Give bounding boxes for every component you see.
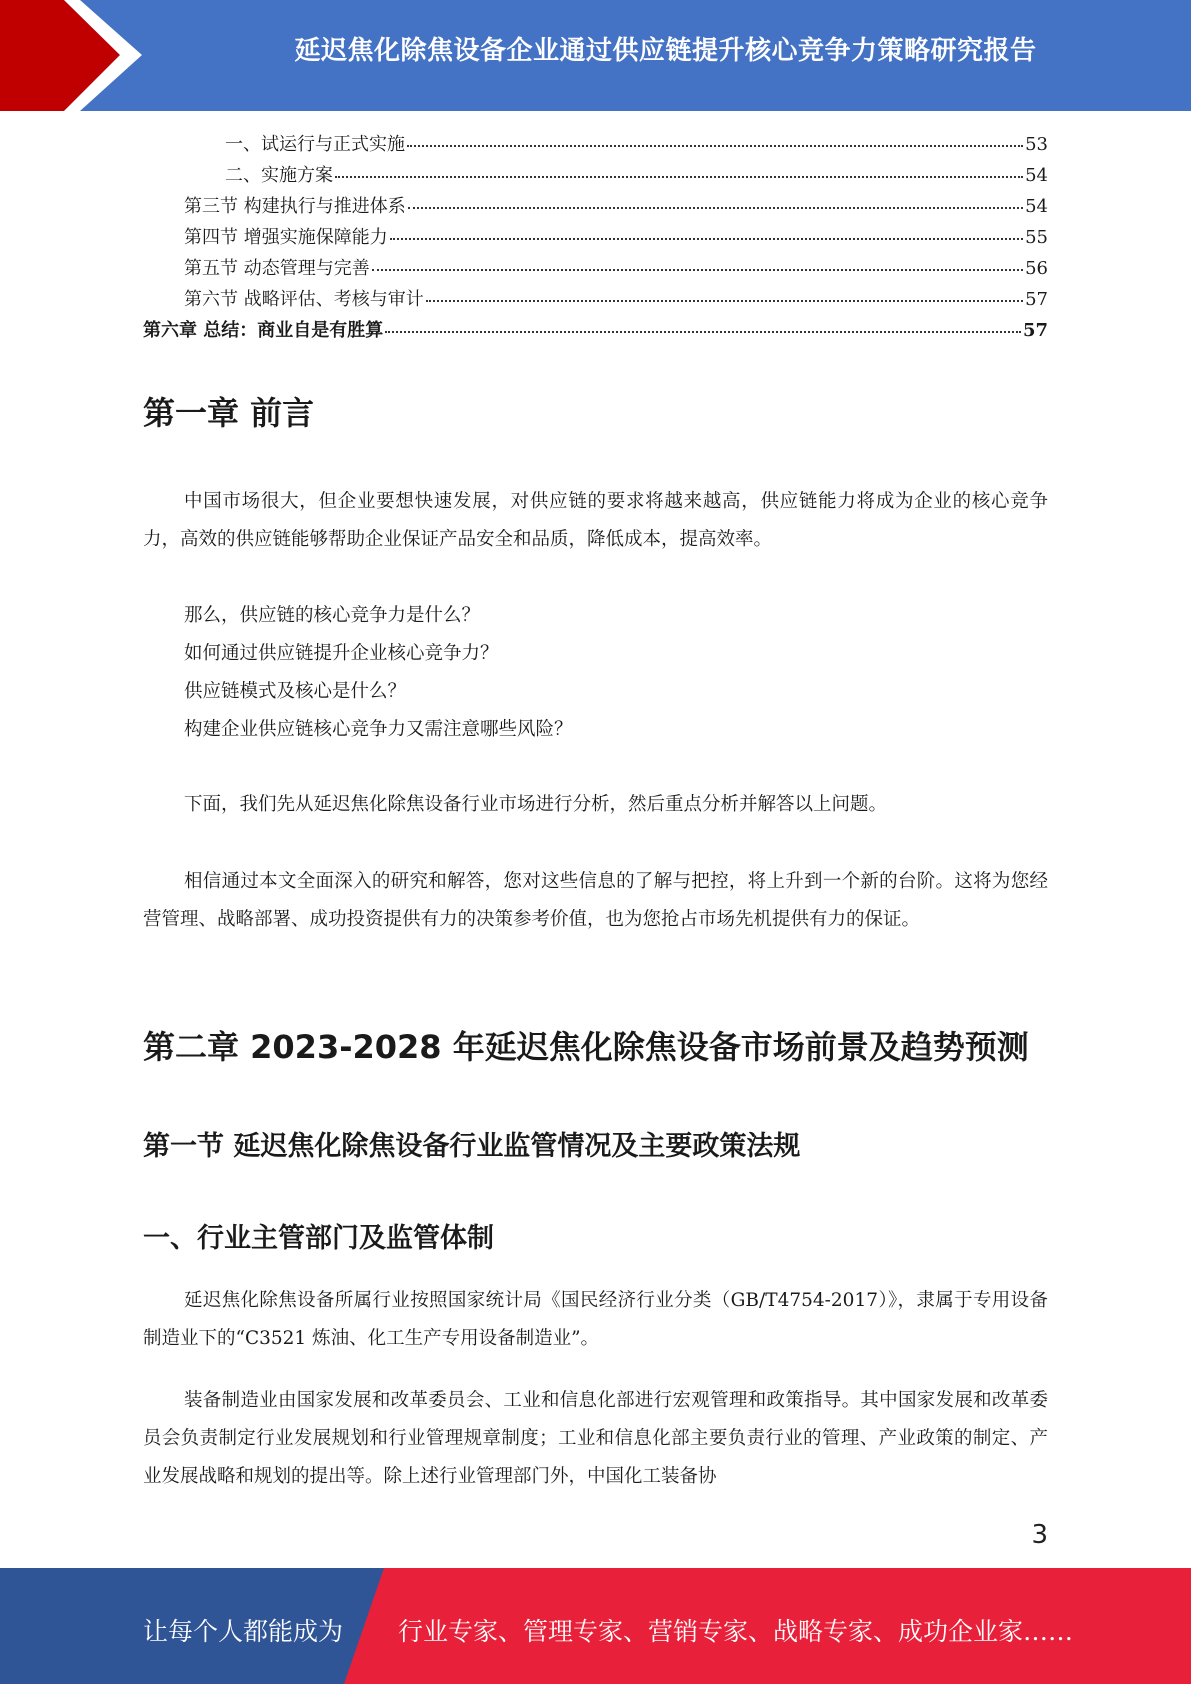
section-1-title: 第一节 延迟焦化除焦设备行业监管情况及主要政策法规 <box>143 1131 801 1162</box>
toc-entry-page: 55 <box>1025 227 1048 248</box>
body-paragraph: 装备制造业由国家发展和改革委员会、工业和信息化部进行宏观管理和政策指导。其中国家发展和改革委员会负责制定行业发展规划和行业管理规章制度；工业和信息化部主要负责行业的管理、产业政策的制定、产业发展战略和规划的提出等。除上述行业管理部门外，中国化工装备协 <box>143 1390 1048 1487</box>
question-list <box>143 597 1048 749</box>
question-item: 那么，供应链的核心竞争力是什么？ <box>184 605 481 626</box>
toc-entry-page: 53 <box>1025 134 1048 155</box>
toc-leader-dots <box>372 249 1023 271</box>
chapter-1-title: 第一章 前言 <box>143 394 315 432</box>
toc-entry-label: 第三节 构建执行与推进体系 <box>184 196 406 217</box>
toc-entry-label: 二、实施方案 <box>225 165 333 186</box>
body-paragraph: 延迟焦化除焦设备所属行业按照国家统计局《国民经济行业分类（GB/T4754-2017）》，隶属于专用设备制造业下的“C3521 炼油、化工生产专用设备制造业”。 <box>143 1290 1048 1349</box>
next-paragraph: 下面，我们先从延迟焦化除焦设备行业市场进行分析，然后重点分析并解答以上问题。 <box>184 794 888 815</box>
closing-paragraph: 相信通过本文全面深入的研究和解答，您对这些信息的了解与把控，将上升到一个新的台阶。这将为您经营管理、战略部署、成功投资提供有力的决策参考价值，也为您抢占市场先机提供有力的保证。 <box>143 871 1048 930</box>
toc-entry-page: 57 <box>1025 289 1048 310</box>
toc-entry[interactable] <box>143 128 1048 159</box>
toc-entry[interactable] <box>143 159 1048 190</box>
toc-entry[interactable] <box>143 221 1048 252</box>
page-number: 3 <box>1031 1520 1048 1550</box>
intro-paragraph: 中国市场很大，但企业要想快速发展，对供应链的要求将越来越高，供应链能力将成为企业的核心竞争力，高效的供应链能够帮助企业保证产品安全和品质，降低成本，提高效率。 <box>143 491 1048 550</box>
header-title: 延迟焦化除焦设备企业通过供应链提升核心竞争力策略研究报告 <box>294 36 1037 66</box>
chapter-2-title: 第二章 2023-2028 年延迟焦化除焦设备市场前景及趋势预测 <box>143 1028 1029 1066</box>
toc-leader-dots <box>390 218 1023 240</box>
chapter-2-heading-block <box>143 1022 1048 1068</box>
chapter-1-body <box>143 483 1048 559</box>
toc-entry-page: 54 <box>1025 196 1048 217</box>
section-1-heading-block <box>143 1124 1048 1163</box>
toc-entry[interactable] <box>143 252 1048 283</box>
chapter-2-para-1-block <box>143 1282 1048 1358</box>
page-footer <box>0 1568 1191 1684</box>
footer-slogan-right: 行业专家、管理专家、营销专家、战略专家、成功企业家…… <box>398 1617 1074 1646</box>
toc-entry-label: 第五节 动态管理与完善 <box>184 258 370 279</box>
toc-entry-label: 第四节 增强实施保障能力 <box>184 227 388 248</box>
question-item: 如何通过供应链提升企业核心竞争力？ <box>184 643 499 664</box>
toc-entry[interactable] <box>143 190 1048 221</box>
toc-leader-dots <box>407 125 1023 147</box>
toc-entry-page: 57 <box>1022 320 1048 341</box>
toc-leader-dots <box>385 311 1021 333</box>
toc-entry-label: 第六节 战略评估、考核与审计 <box>184 289 424 310</box>
question-item: 构建企业供应链核心竞争力又需注意哪些风险？ <box>184 719 573 740</box>
next-paragraph-block <box>143 786 1048 824</box>
toc-leader-dots <box>335 156 1023 178</box>
subsection-1-title: 一、行业主管部门及监管体制 <box>143 1223 494 1254</box>
toc-entry-label: 一、试运行与正式实施 <box>225 134 405 155</box>
toc-entry-page: 56 <box>1025 258 1048 279</box>
closing-paragraph-block <box>143 863 1048 939</box>
page-header <box>0 0 1191 111</box>
toc-leader-dots <box>426 280 1023 302</box>
toc-leader-dots <box>408 187 1023 209</box>
question-item: 供应链模式及核心是什么？ <box>184 681 407 702</box>
table-of-contents <box>143 128 1048 345</box>
chapter-2-para-2-block <box>143 1382 1048 1496</box>
footer-slogan-left: 让每个人都能成为 <box>143 1617 344 1646</box>
subsection-1-heading-block <box>143 1216 1048 1255</box>
toc-entry[interactable] <box>143 283 1048 314</box>
header-arrow-decoration <box>0 0 150 111</box>
toc-entry-label: 第六章 总结：商业自是有胜算 <box>143 320 384 341</box>
chapter-1-heading-block <box>143 388 1048 434</box>
toc-entry-page: 54 <box>1025 165 1048 186</box>
toc-entry-chapter[interactable] <box>143 314 1048 345</box>
